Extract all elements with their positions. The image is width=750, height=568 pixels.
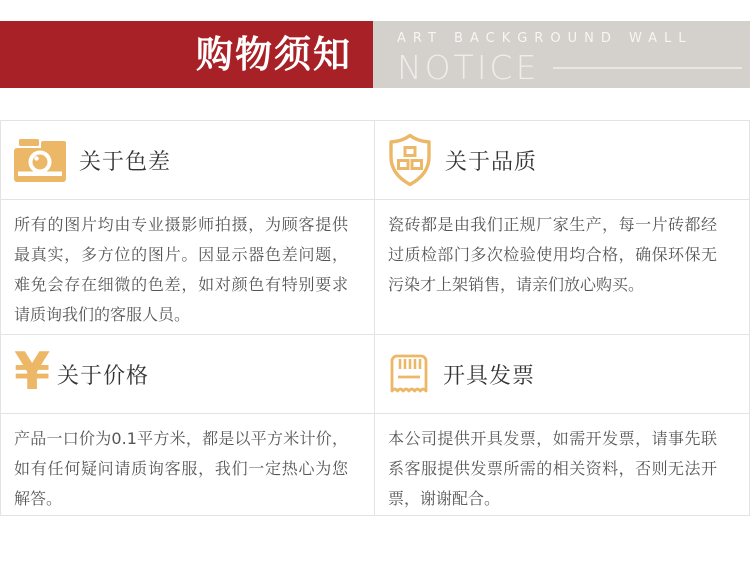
header-decorative-line [553,67,742,69]
section-heading-quality [374,121,749,199]
section-heading-price [1,334,374,413]
header-subtitle: ART BACKGROUND WALL [397,31,693,46]
header-red-block [0,21,373,88]
shield-icon [388,133,432,187]
section-title: 关于价格 [57,363,150,389]
header-gray-block [373,21,750,88]
section-body-invoice [374,413,749,515]
section-body-text: 瓷砖都是由我们正规厂家生产，每一片砖都经过质检部门多次检验使用均合格，确保环保无污染才上架销售，请亲们放心购买。 [388,215,717,294]
header-notice-label: NOTICE [397,48,540,87]
page-header [0,21,750,88]
camera-icon [14,138,66,182]
section-body-text: 所有的图片均由专业摄影师拍摄，为顾客提供最真实，多方位的图片。因显示器色差问题，难免会存在细微的色差，如对颜色有特别要求请质询我们的客服人员。 [14,215,348,324]
section-body-price [1,413,374,515]
receipt-icon [388,353,430,395]
section-body-text: 本公司提供开具发票，如需开发票，请事先联系客服提供发票所需的相关资料，否则无法开票，谢谢配合。 [388,429,717,508]
page-title: 购物须知 [196,33,352,76]
section-title: 关于色差 [79,149,172,175]
section-heading-color-difference [1,121,374,199]
section-heading-invoice [374,334,749,413]
header-notice-row [397,48,744,87]
section-body-quality [374,199,749,334]
section-title: 开具发票 [443,363,536,389]
notice-table [0,120,750,516]
section-body-text: 产品一口价为0.1平方米，都是以平方米计价，如有任何疑问请质询客服，我们一定热心为您解答。 [14,429,348,508]
section-body-color-difference [1,199,374,334]
section-title: 关于品质 [445,149,538,175]
yuan-icon: ¥ [14,342,51,402]
